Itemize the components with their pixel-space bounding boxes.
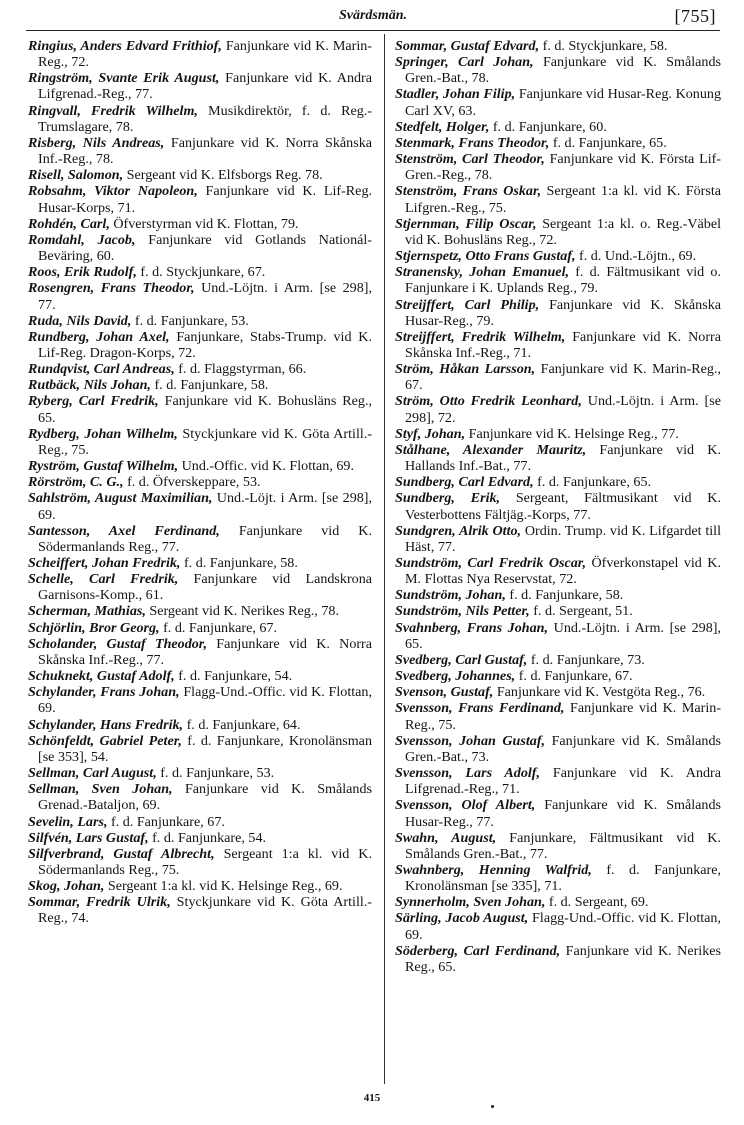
entry-description: f. d. Styckjunkare, 67. xyxy=(136,264,266,281)
entry-description: f. d. Flaggstyrman, 66. xyxy=(174,361,307,378)
entry-description: Und.-Löjtn. i Arm. [se 298], 72. xyxy=(405,393,721,426)
entry-description: Fanjunkare vid K. Smålands Gren.-Bat., 73. xyxy=(405,732,721,765)
entry-name: Svensson, Frans Ferdinand, xyxy=(395,700,565,717)
entry-name: Sellman, Carl August, xyxy=(28,765,157,782)
entry-description: Fanjunkare vid K. Nerikes Reg., 65. xyxy=(405,942,721,975)
entry-name: Ruda, Nils David, xyxy=(28,312,132,329)
register-entry xyxy=(28,814,372,830)
entry-description: Fanjunkare vid Husar-Reg. Konung Carl XV, 63. xyxy=(405,86,721,119)
entry-name: Särling, Jacob August, xyxy=(395,910,529,927)
register-entry xyxy=(395,523,721,555)
register-entry xyxy=(395,297,721,329)
register-entry xyxy=(28,377,372,393)
register-entry xyxy=(395,700,721,732)
register-entry xyxy=(395,183,721,215)
register-entry xyxy=(28,474,372,490)
register-entry xyxy=(395,830,721,862)
entry-name: Sundberg, Erik, xyxy=(395,490,501,507)
entry-description: Sergeant vid K. Nerikes Reg., 78. xyxy=(145,603,339,620)
register-entry xyxy=(395,684,721,700)
register-entry xyxy=(28,878,372,894)
entry-description: Fanjunkare vid K. Marin-Reg., 75. xyxy=(405,700,722,733)
entry-description: Sergeant 1:a kl. o. Reg.-Väbel vid K. Bohusläns Reg., 72. xyxy=(405,215,721,248)
register-entry xyxy=(28,830,372,846)
register-entry xyxy=(28,135,372,167)
register-entry xyxy=(395,587,721,603)
register-entry xyxy=(395,797,721,829)
entry-name: Stenström, Frans Oskar, xyxy=(395,183,542,200)
entry-name: Schylander, Hans Fredrik, xyxy=(28,716,184,733)
register-entry xyxy=(28,571,372,603)
entry-name: Swahn, August, xyxy=(395,829,497,846)
entry-description: Fanjunkare vid K. Vestgöta Reg., 76. xyxy=(493,684,706,701)
register-entry xyxy=(395,442,721,474)
register-entry xyxy=(395,151,721,183)
entry-description: Und.-Offic. vid K. Flottan, 69. xyxy=(178,458,355,475)
entry-name: Silfverbrand, Gustaf Albrecht, xyxy=(28,845,215,862)
register-entry xyxy=(28,684,372,716)
entry-name: Rundberg, Johan Axel, xyxy=(28,328,170,345)
entry-description: Styckjunkare vid K. Göta Artill.-Reg., 75. xyxy=(38,425,373,458)
entry-name: Sommar, Fredrik Ulrik, xyxy=(28,894,171,911)
entry-description: Fanjunkare vid K. Andra Lifgrenad.-Reg., 71. xyxy=(405,765,721,798)
page-header xyxy=(26,4,720,30)
entry-description: Fanjunkare vid Gotlands Nationál-Beväring, 60. xyxy=(38,231,372,265)
entry-description: f. d. Fältmusikant vid o. Fanjunkare i K. Uplands Reg., 79. xyxy=(405,264,721,297)
entry-description: Fanjunkare vid K. Norra Skånska Inf.-Reg., 71. xyxy=(405,328,722,361)
entry-description: Fanjunkare, Stabs-Trump. vid K. Lif-Reg. Dragon-Korps, 72. xyxy=(38,328,372,361)
entry-description: f. d. Fanjunkare, 60. xyxy=(489,118,607,135)
register-entry xyxy=(28,733,372,765)
register-entry xyxy=(28,458,372,474)
entry-description: f. d. Fanjunkare, 54. xyxy=(174,668,293,685)
register-entry xyxy=(28,603,372,619)
entry-name: Roos, Erik Rudolf, xyxy=(28,264,137,281)
register-entry xyxy=(395,216,721,248)
register-entry xyxy=(395,862,721,894)
register-entry xyxy=(395,733,721,765)
entry-description: Styckjunkare vid K. Göta Artill.-Reg., 74. xyxy=(38,894,372,927)
register-entry xyxy=(395,329,721,361)
entry-name: Sundström, Nils Petter, xyxy=(395,603,530,620)
entry-description: f. d. Fanjunkare, 67. xyxy=(515,668,633,685)
entry-description: Fanjunkare vid K. Smålands Grenad.-Bataljon, 69. xyxy=(38,781,372,814)
register-entry xyxy=(395,474,721,490)
entry-description: Und.-Löjtn. i Arm. [se 298], 65. xyxy=(405,619,721,652)
register-entry xyxy=(28,555,372,571)
entry-description: f. d. Sergeant, 69. xyxy=(545,894,649,911)
register-entry xyxy=(395,620,721,652)
entry-description: Und.-Löjtn. i Arm. [se 298], 77. xyxy=(38,280,372,313)
entry-description: Fanjunkare vid K. Helsinge Reg., 77. xyxy=(465,425,679,442)
entry-description: Musikdirektör, f. d. Reg.-Trumslagare, 78. xyxy=(38,102,372,135)
entry-name: Ryberg, Carl Fredrik, xyxy=(28,393,159,410)
entry-description: f. d. Fanjunkare, 54. xyxy=(148,829,267,846)
entry-description: f. d. Styckjunkare, 58. xyxy=(539,38,668,54)
entry-name: Schylander, Frans Johan, xyxy=(28,684,180,701)
entry-name: Sevelin, Lars, xyxy=(28,813,108,830)
register-entry xyxy=(28,103,372,135)
entry-description: Ordin. Trump. vid K. Lifgardet till Häst, 77. xyxy=(405,522,721,555)
entry-name: Scheiffert, Johan Fredrik, xyxy=(28,555,181,571)
entry-name: Schönfeldt, Gabriel Peter, xyxy=(28,732,182,749)
entry-name: Schjörlin, Bror Georg, xyxy=(28,619,160,636)
left-column xyxy=(28,38,372,927)
entry-name: Svahnberg, Frans Johan, xyxy=(395,619,549,636)
entry-name: Rohdén, Carl, xyxy=(28,215,110,232)
entry-description: Fanjunkare vid Landskrona Garnisons-Komp., 61. xyxy=(38,571,373,604)
entry-description: Fanjunkare vid K. Södermanlands Reg., 77. xyxy=(38,522,372,555)
entry-description: f. d. Fanjunkare, Kronolänsman [se 353], 54. xyxy=(38,732,372,765)
entry-name: Sellman, Sven Johan, xyxy=(28,781,173,798)
register-entry xyxy=(395,361,721,393)
register-entry xyxy=(28,717,372,733)
right-column xyxy=(395,38,721,975)
entry-description: Fanjunkare vid K. Marin-Reg., 67. xyxy=(405,361,721,394)
register-entry xyxy=(28,280,372,312)
entry-description: Sergeant 1:a kl. vid K. Helsinge Reg., 69. xyxy=(104,878,343,895)
entry-description: f. d. Fanjunkare, 53. xyxy=(131,312,249,329)
register-entry xyxy=(395,490,721,522)
entry-description: f. d. Fanjunkare, 73. xyxy=(527,651,645,668)
register-entry xyxy=(395,555,721,587)
register-entry xyxy=(395,38,721,54)
register-entry xyxy=(28,894,372,926)
register-entry xyxy=(28,167,372,183)
entry-description: f. d. Fanjunkare, 58. xyxy=(180,555,298,571)
entry-name: Ringström, Svante Erik August, xyxy=(28,70,220,87)
register-entry xyxy=(28,329,372,361)
register-entry xyxy=(28,426,372,458)
entry-description: Sergeant, Fältmusikant vid K. Vesterbottens Fältjäg.-Korps, 77. xyxy=(405,490,721,523)
entry-name: Ringius, Anders Edvard Frithiof, xyxy=(28,38,222,54)
entry-name: Scherman, Mathias, xyxy=(28,603,146,620)
entry-description: Fanjunkare vid K. Marin-Reg., 72. xyxy=(38,38,372,71)
entry-description: f. d. Fanjunkare, 67. xyxy=(107,813,225,830)
entry-name: Sommar, Gustaf Edvard, xyxy=(395,38,540,54)
entry-name: Ryström, Gustaf Wilhelm, xyxy=(28,458,179,475)
entry-description: f. d. Fanjunkare, 58. xyxy=(150,377,269,394)
register-entry xyxy=(395,264,721,296)
entry-description: f. d. Sergeant, 51. xyxy=(529,603,633,620)
entry-name: Romdahl, Jacob, xyxy=(28,231,136,248)
entry-name: Sundberg, Carl Edvard, xyxy=(395,474,534,491)
entry-name: Swahnberg, Henning Walfrid, xyxy=(395,861,592,878)
entry-description: Fanjunkare vid K. Första Lif-Gren.-Reg., 78. xyxy=(405,151,721,184)
register-entry xyxy=(28,361,372,377)
register-entry xyxy=(28,183,372,215)
entry-name: Stedfelt, Holger, xyxy=(395,118,490,135)
register-entry xyxy=(28,38,372,70)
register-entry xyxy=(28,765,372,781)
entry-name: Springer, Carl Johan, xyxy=(395,54,534,71)
column-divider xyxy=(384,34,385,1084)
register-entry xyxy=(28,781,372,813)
entry-description: Sergeant 1:a kl. vid K. Södermanlands Reg., 75. xyxy=(38,845,372,878)
entry-name: Svedberg, Carl Gustaf, xyxy=(395,651,528,668)
entry-description: Flagg-Und.-Offic. vid K. Flottan, 69. xyxy=(405,910,721,943)
entry-name: Risberg, Nils Andreas, xyxy=(28,134,165,151)
register-entry xyxy=(28,636,372,668)
entry-name: Streijffert, Fredrik Wilhelm, xyxy=(395,328,566,345)
entry-name: Stranensky, Johan Emanuel, xyxy=(395,264,570,281)
entry-name: Styf, Johan, xyxy=(395,425,466,442)
entry-name: Sundgren, Alrik Otto, xyxy=(395,522,522,539)
header-rule xyxy=(26,30,720,31)
entry-name: Scholander, Gustaf Theodor, xyxy=(28,635,208,652)
entry-name: Ström, Håkan Larsson, xyxy=(395,361,536,378)
entry-description: Fanjunkare vid K. Bohusläns Reg., 65. xyxy=(38,393,372,426)
entry-description: f. d. Fanjunkare, 53. xyxy=(156,765,275,782)
register-entry xyxy=(395,603,721,619)
running-title: Svärdsmän. xyxy=(338,8,408,23)
register-entry xyxy=(28,393,372,425)
entry-name: Schelle, Carl Fredrik, xyxy=(28,571,179,588)
entry-description: Fanjunkare vid K. Skånska Husar-Reg., 79. xyxy=(405,296,721,329)
entry-description: Fanjunkare vid K. Smålands Husar-Reg., 77. xyxy=(405,797,722,830)
register-entry xyxy=(395,943,721,975)
entry-name: Rosengren, Frans Theodor, xyxy=(28,280,195,297)
entry-name: Ringvall, Fredrik Wilhelm, xyxy=(28,102,198,119)
register-entry xyxy=(395,393,721,425)
entry-name: Streijffert, Carl Philip, xyxy=(395,296,540,313)
register-entry xyxy=(28,523,372,555)
entry-name: Synnerholm, Sven Johan, xyxy=(395,894,546,911)
entry-name: Stjernspetz, Otto Frans Gustaf, xyxy=(395,248,576,265)
entry-description: Fanjunkare vid K. Hallands Inf.-Bat., 77. xyxy=(405,441,721,475)
entry-description: f. d. Fanjunkare, 67. xyxy=(159,619,278,636)
entry-description: Öfverkonstapel vid K. M. Flottas Nya Reservstat, 72. xyxy=(405,555,721,588)
entry-description: Fanjunkare, Fältmusikant vid K. Smålands Gren.-Bat., 77. xyxy=(405,829,721,862)
entry-description: Fanjunkare vid K. Norra Skånska Inf.-Reg., 77. xyxy=(38,635,373,668)
entry-name: Sahlström, August Maximilian, xyxy=(28,490,213,507)
register-entry xyxy=(395,910,721,942)
entry-name: Stjernman, Filip Oscar, xyxy=(395,215,537,232)
entry-description: f. d. Fanjunkare, 65. xyxy=(533,474,652,491)
entry-name: Schuknekt, Gustaf Adolf, xyxy=(28,668,175,685)
entry-name: Santesson, Axel Ferdinand, xyxy=(28,522,220,539)
entry-description: Fanjunkare vid K. Andra Lifgrenad.-Reg., 77. xyxy=(38,70,372,103)
entry-description: Fanjunkare vid K. Smålands Gren.-Bat., 78. xyxy=(405,54,721,87)
register-entry xyxy=(28,620,372,636)
register-entry xyxy=(28,264,372,280)
entry-name: Svenson, Gustaf, xyxy=(395,684,494,701)
entry-name: Rydberg, Johan Wilhelm, xyxy=(28,425,178,442)
entry-description: f. d. Fanjunkare, 58. xyxy=(505,587,624,604)
page-number: 415 xyxy=(363,1092,381,1104)
entry-name: Skog, Johan, xyxy=(28,878,105,895)
entry-description: Sergeant 1:a kl. vid K. Första Lifgren.-Reg., 75. xyxy=(405,183,721,216)
entry-name: Stenmark, Frans Theodor, xyxy=(395,134,550,151)
entry-name: Stadler, Johan Filip, xyxy=(395,86,516,103)
entry-description: Öfverstyrman vid K. Flottan, 79. xyxy=(109,215,299,232)
entry-description: f. d. Öfverskeppare, 53. xyxy=(123,474,261,491)
register-entry xyxy=(28,490,372,522)
entry-description: Fanjunkare vid K. Lif-Reg. Husar-Korps, 71. xyxy=(38,183,373,216)
register-entry xyxy=(395,668,721,684)
entry-name: Rörström, C. G., xyxy=(28,474,124,491)
entry-name: Svensson, Olof Albert, xyxy=(395,797,536,814)
entry-name: Sundström, Johan, xyxy=(395,587,506,604)
register-entry xyxy=(28,70,372,102)
entry-name: Rundqvist, Carl Andreas, xyxy=(28,361,175,378)
register-entry xyxy=(395,894,721,910)
entry-name: Sundström, Carl Fredrik Oscar, xyxy=(395,555,587,571)
entry-description: f. d. Fanjunkare, 64. xyxy=(183,716,301,733)
register-entry xyxy=(395,119,721,135)
register-entry xyxy=(395,135,721,151)
entry-name: Söderberg, Carl Ferdinand, xyxy=(395,942,561,959)
entry-description: Sergeant vid K. Elfsborgs Reg. 78. xyxy=(123,167,323,184)
register-entry xyxy=(395,248,721,264)
register-entry xyxy=(28,232,372,264)
entry-name: Stenström, Carl Theodor, xyxy=(395,151,545,168)
entry-name: Svensson, Lars Adolf, xyxy=(395,765,541,782)
entry-description: Flagg-Und.-Offic. vid K. Flottan, 69. xyxy=(38,684,372,717)
register-entry xyxy=(28,216,372,232)
entry-name: Stålhane, Alexander Mauritz, xyxy=(395,441,587,458)
register-entry xyxy=(395,765,721,797)
entry-description: Fanjunkare vid K. Norra Skånska Inf.-Reg., 78. xyxy=(38,134,372,168)
entry-name: Svedberg, Johannes, xyxy=(395,668,516,685)
page-reference: [755] xyxy=(674,6,716,26)
entry-description: f. d. Fanjunkare, 65. xyxy=(549,134,667,151)
ink-dot xyxy=(491,1105,494,1108)
register-entry xyxy=(395,426,721,442)
register-entry xyxy=(28,846,372,878)
entry-name: Risell, Salomon, xyxy=(28,167,124,184)
entry-name: Svensson, Johan Gustaf, xyxy=(395,732,546,749)
entry-name: Rutbäck, Nils Johan, xyxy=(28,377,151,394)
entry-description: Und.-Löjt. i Arm. [se 298], 69. xyxy=(38,490,373,523)
entry-description: f. d. Fanjunkare, Kronolänsman [se 335], 71. xyxy=(405,861,721,895)
register-entry xyxy=(395,86,721,118)
register-entry xyxy=(28,668,372,684)
entry-description: f. d. Und.-Löjtn., 69. xyxy=(575,248,697,265)
register-entry xyxy=(395,54,721,86)
entry-name: Ström, Otto Fredrik Leonhard, xyxy=(395,393,582,410)
register-entry xyxy=(28,313,372,329)
register-entry xyxy=(395,652,721,668)
entry-name: Silfvén, Lars Gustaf, xyxy=(28,829,149,846)
entry-name: Robsahm, Viktor Napoleon, xyxy=(28,183,198,200)
